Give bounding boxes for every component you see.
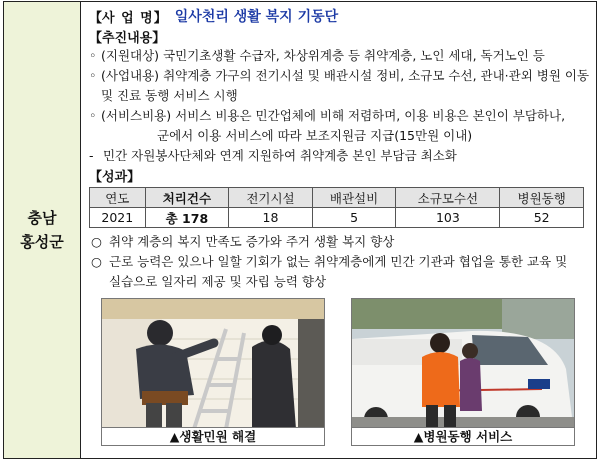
col-header-plumbing: 배관설비 xyxy=(312,188,396,208)
result-section-label: 성과 xyxy=(102,170,128,185)
item-text: 민간 자원봉사단체와 연계 지원하여 취약계층 본인 부담금 최소화 xyxy=(103,148,457,163)
result-text: 취약 계층의 복지 만족도 증가와 주거 생활 복지 향상 xyxy=(109,234,395,249)
col-header-repair: 소규모수선 xyxy=(396,188,500,208)
hospital-escort-illustration xyxy=(352,299,575,428)
col-header-electric: 전기시설 xyxy=(229,188,313,208)
business-name: 일사천리 생활 복지 기동단 xyxy=(174,9,339,25)
item-tag: (사업내용) xyxy=(101,68,160,83)
content-section-header: 【 추진내용 】 xyxy=(89,27,590,46)
list-item xyxy=(89,106,590,126)
item-continuation: 및 진료 동행 서비스 시행 xyxy=(101,88,238,103)
item-text: 국민기초생활 수급자, 차상위계층 등 취약계층, 노인 세대, 독거노인 등 xyxy=(163,48,545,63)
cell-year: 2021 xyxy=(90,208,146,228)
list-item xyxy=(89,66,590,86)
circle-bullet: ○ xyxy=(91,254,102,269)
region-cell xyxy=(4,2,81,458)
result-item xyxy=(89,232,590,252)
result-continuation: 실습으로 일자리 제공 및 자립 능력 향상 xyxy=(109,274,327,289)
result-item xyxy=(89,252,590,272)
content-cell xyxy=(81,2,596,458)
cell-repair: 103 xyxy=(396,208,500,228)
dash-bullet: - xyxy=(89,148,94,163)
performance-table xyxy=(89,187,584,228)
business-name-row: 【 사 업 명 】 일사천리 생활 복지 기동단 xyxy=(89,5,590,27)
photo-card xyxy=(101,298,325,446)
col-header-hospital: 병원동행 xyxy=(500,188,584,208)
region-province: 충남 xyxy=(27,209,57,227)
col-header-year: 연도 xyxy=(90,188,146,208)
photo-card xyxy=(351,298,575,446)
photo-caption: ▲생활민원 해결 xyxy=(101,428,325,446)
bullet: ◦ xyxy=(89,108,97,123)
photo-caption: ▲병원동행 서비스 xyxy=(351,428,575,446)
cell-total: 총 178 xyxy=(145,208,229,228)
region-county: 홍성군 xyxy=(20,233,64,251)
content-section-label: 추진내용 xyxy=(102,31,153,46)
cell-electric: 18 xyxy=(229,208,313,228)
cell-hospital: 52 xyxy=(500,208,584,228)
item-tag: (지원대상) xyxy=(101,48,160,63)
repair-work-illustration xyxy=(102,299,325,428)
item-text: 취약계층 가구의 전기시설 및 배관시설 정비, 소규모 수선, 관내·관외 병원 이동 xyxy=(163,68,590,83)
bullet: ◦ xyxy=(89,48,97,63)
col-header-total: 처리건수 xyxy=(145,188,229,208)
item-tag: (서비스비용) xyxy=(101,108,172,123)
item-text: 서비스 비용은 민간업체에 비해 저렴하며, 이용 비용은 본인이 부담하나, xyxy=(175,108,566,123)
business-name-label: 사 업 명 xyxy=(102,10,154,26)
table-header-row xyxy=(90,188,584,208)
list-item xyxy=(89,46,590,66)
result-section-header: 【 성과 】 xyxy=(89,166,590,185)
table-row xyxy=(90,208,584,228)
cell-plumbing: 5 xyxy=(312,208,396,228)
photo-repair-work xyxy=(101,298,325,428)
photo-hospital-escort xyxy=(351,298,575,428)
circle-bullet: ○ xyxy=(91,234,102,249)
result-text: 근로 능력은 있으나 일할 기회가 없는 취약계층에게 민간 기관과 협업을 통한 교육 및 xyxy=(109,254,568,269)
list-item xyxy=(89,146,590,166)
item-continuation: 군에서 이용 서비스에 따라 보조지원금 지급(15만원 이내) xyxy=(157,128,473,143)
bullet: ◦ xyxy=(89,68,97,83)
document-frame xyxy=(3,1,597,459)
photo-row xyxy=(101,298,575,446)
